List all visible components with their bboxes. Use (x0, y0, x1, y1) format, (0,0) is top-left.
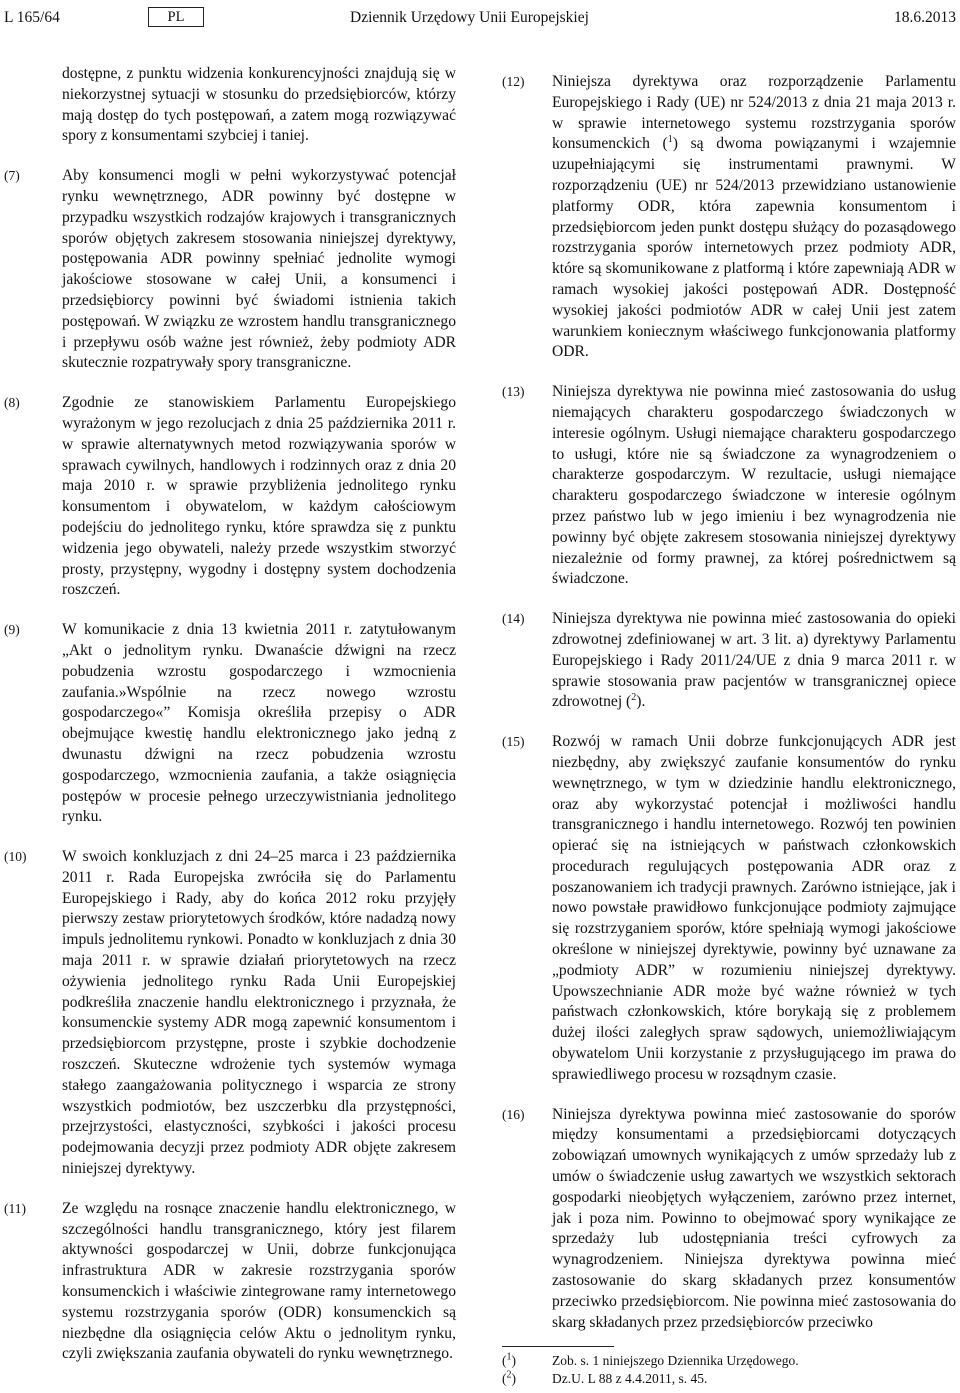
left-column (4, 64, 456, 1384)
footnote-divider (502, 1346, 614, 1347)
footnote-ref: 1 (667, 134, 673, 146)
footnote-text: Dz.U. L 88 z 4.4.2011, s. 45. (552, 1371, 708, 1386)
recital-number: (13) (502, 384, 525, 400)
recital-text: Niniejsza dyrektywa nie powinna mieć zastosowania do opieki zdrowotnej zdefiniowanej w art. 3 lit. a) dyrektywy Parlamentu Europejskiego i Rady 2011/24/UE z dnia 9 marca 2011 r. w sprawie stosowania praw pacjentów w transgranicznej opiece zdrowotnej ($^2$). (552, 610, 956, 711)
recital-number: (10) (4, 849, 27, 865)
recital-number: (14) (502, 611, 525, 627)
footnote-mark: ($^2$) (502, 1369, 516, 1386)
footnote-mark: ($^1$) (502, 1351, 516, 1368)
recital-number: (12) (502, 74, 525, 89)
recital-text: Niniejsza dyrektywa nie powinna mieć zastosowania do usług niemających charakteru gospodarczego świadczonych w interesie ogólnym. Usługi niemające charakteru gospodarczego to usługi, które nie są świadczone za wynagrodzeniem o charakterze gospodarczym. W rezultacie, usługi niemające charakteru gospodarczego świadczone w interesie ogólnym przez państwo lub w jego imieniu i bez wynagrodzenia nie powinny być objęte zakresem stosowania niniejszej dyrektywy niezależnie od formy prawnej, za której pośrednictwem są świadczone. (552, 383, 956, 588)
recital-number: (16) (502, 1106, 525, 1122)
continued-paragraph: dostępne, z punktu widzenia konkurencyjności znajdują się w niekorzystnej sytuacji w stosunku do przedsiębiorców, którzy mają dostęp do tych postępowań, a zatem mogą rozwiązywać spory z konsumentami szybciej i taniej. (62, 65, 456, 145)
recital-number: (11) (4, 1200, 26, 1216)
recital-text: W komunikacie z dnia 13 kwietnia 2011 r. zatytułowanym „Akt o jednolitym rynku. Dwanaście dźwigni na rzecz pobudzenia wzrostu gospodarczego i wzmocnienia zaufania.»Wspólnie na rzecz nowego wzrostu gospodarczego«” Komisja określiła przepisy o ADR obejmujące kwestię handlu elektronicznego jako jedną z dwunastu dźwigni na rzecz pobudzenia wzrostu gospodarczego, wzmocnienia zaufania, a także osiągnięcia postępów w procesie pełnego urzeczywistniania jednolitego rynku. (62, 621, 456, 826)
footnote-2 (502, 1370, 956, 1388)
recital-number: (8) (4, 395, 20, 411)
recital-12 (502, 72, 956, 363)
recital-text: Niniejsza dyrektywa oraz rozporządzenie Parlamentu Europejskiego i Rady (UE) nr 524/2013 z dnia 21 maja 2013 r. w sprawie internetowego systemu rozstrzygania sporów konsumenckich ($^1$) są dwoma powiązanymi i wzajemnie uzupełniającymi się instrumentami prawnymi. W rozporządzeniu (UE) nr 524/2013 przewidziano ustanowienie platformy ODR, która zapewnia konsumentom i przedsiębiorcom jeden punkt dostępu służący do pozasądowego rozstrzygania sporów internetowych przez podmioty ADR, które są skomunikowane z platformą i które zapewniają ADR w ramach wysokiej jakości postępowań ADR. Dostępność wysokiej jakości podmiotów ADR w całej Unii jest zatem warunkiem koniecznym właściwego funkcjonowania platformy ODR. (552, 73, 956, 361)
recital-text: Ze względu na rosnące znaczenie handlu elektronicznego, w szczególności handlu transgranicznego, który jest filarem aktywności gospodarczej w Unii, dobrze funkcjonująca infrastruktura ADR w zakresie rozstrzygania sporów konsumenckich i właściwie zintegrowane ramy internetowego systemu rozstrzygania sporów (ODR) konsumenckich są niezbędne dla osiągnięcia celów Aktu o jednolitym rynku, czyli zwiększania zaufania obywateli do rynku wewnętrznego. (62, 1199, 456, 1363)
footnotes (502, 1352, 956, 1388)
footnote-1 (502, 1352, 956, 1370)
language-badge: PL (148, 7, 204, 27)
recital-13 (502, 382, 956, 590)
recital-16 (502, 1105, 956, 1334)
recital-10 (4, 847, 456, 1180)
recital-text: Aby konsumenci mogli w pełni wykorzystywać potencjał rynku wewnętrznego, ADR powinny być dostępne w przypadku wszystkich rodzajów krajowych i transgranicznych sporów objętych zakresem stosowania niniejszej dyrektywy, postępowania ADR powinny spełniać jednolite wymogi jakościowe stosowane w całej Unii, a konsumenci i przedsiębiorcy powinni być świadomi istnienia takich postępowań. W związku ze wzrostem handlu transgranicznego i przepływu osób ważne jest również, żeby podmioty ADR skutecznie rozpatrywały spory transgraniczne. (62, 167, 456, 372)
recital-11 (4, 1199, 456, 1365)
publication-date: 18.6.2013 (894, 9, 956, 26)
recital-15 (502, 732, 956, 1086)
recital-number: (15) (502, 734, 525, 750)
recital-text: W swoich konkluzjach z dni 24–25 marca i 23 października 2011 r. Rada Europejska zwróciła się do Parlamentu Europejskiego i Rady, aby do końca 2012 roku przyjęły pierwszy zestaw priorytetowych środków, które nadadzą nowy impuls jednolitemu rynkowi. Ponadto w konkluzjach z dnia 30 maja 2011 r. w sprawie działań priorytetowych na rzecz ożywienia jednolitego rynku Rada Unii Europejskiej podkreśliła znaczenie handlu elektronicznego i przyznała, że konsumenckie systemy ADR mogą zapewnić konsumentom i przedsiębiorcom przystępne, proste i szybkie dochodzenie roszczeń. Skuteczne wdrożenie tych systemów wymaga stałego zaangażowania politycznego i wsparcia ze strony wszystkich podmiotów, bez uszczerbku dla przystępności, przejrzystości, elastyczności, szybkości i jakości procesu podejmowania decyzji przez podmioty ADR objęte zakresem niniejszej dyrektywy. (62, 848, 456, 1178)
recital-7 (4, 166, 456, 374)
recital-number: (7) (4, 168, 20, 184)
footnote-text: Zob. s. 1 niniejszego Dziennika Urzędowego. (552, 1353, 799, 1368)
recital-text: Zgodnie ze stanowiskiem Parlamentu Europejskiego wyrażonym w jego rezolucjach z dnia 25 października 2011 r. w sprawie alternatywnych metod rozwiązywania sporów w sprawach cywilnych, handlowych i rodzinnych oraz z dnia 20 maja 2010 r. w sprawie przybliżenia jednolitego rynku konsumentom i obywatelom, w każdym całościowym podejściu do jednolitego rynku, które sprawdza się z punktu widzenia jego obywateli, należy przede wszystkim stworzyć prosty, przystępny, wygodny i dostępny system dochodzenia roszczeń. (62, 394, 456, 599)
recital-number: (9) (4, 622, 20, 638)
right-column (502, 72, 956, 1352)
recital-14 (502, 609, 956, 713)
page-reference: L 165/64 (4, 9, 60, 26)
footnote-ref: 2 (631, 692, 637, 704)
recital-9 (4, 620, 456, 828)
journal-title: Dziennik Urzędowy Unii Europejskiej (350, 9, 589, 26)
recital-text: Niniejsza dyrektywa powinna mieć zastosowanie do sporów między konsumentami a przedsiębiorcami dotyczących zobowiązań umownych wynikających z umów sprzedaży lub z umów o świadczenie usług zawartych we wszystkich sektorach gospodarki nieobjętych wyłączeniem, zarówno przez internet, jak i poza nim. Powinno to obejmować spory wynikające ze sprzedaży lub udostępniania treści cyfrowych za wynagrodzeniem. Niniejsza dyrektywa powinna mieć zastosowanie do skarg składanych przez konsumentów przeciwko przedsiębiorcom. Nie powinna mieć zastosowania do skarg składanych przez przedsiębiorców przeciwko (552, 1105, 956, 1331)
page-header (0, 8, 960, 30)
recital-text: Rozwój w ramach Unii dobrze funkcjonujących ADR jest niezbędny, aby zwiększyć zaufanie konsumentów do rynku wewnętrznego, w tym w dziedzinie handlu elektronicznego, oraz aby wykorzystać potencjał i możliwości handlu transgranicznego i handlu internetowego. Rozwój ten powinien opierać się na istniejących w państwach członkowskich procedurach regulujących postępowania ADR oraz z poszanowaniem ich tradycji prawnych. Zarówno istniejące, jak i nowo powstałe prawidłowo funkcjonujące podmioty zajmujące się rozstrzyganiem sporów, które spełniają wymogi jakościowe określone w niniejszej dyrektywie, powinny być uznawane za „podmioty ADR” w rozumieniu niniejszej dyrektywy. Upowszechnianie ADR może być ważne również w tych państwach członkowskich, które borykają się z problemem dużej ilości zaległych spraw sądowych, uniemożliwiającym obywatelom Unii korzystanie z przysługującego im prawa do sprawiedliwego procesu w rozsądnym czasie. (552, 733, 956, 1083)
recital-8 (4, 393, 456, 601)
